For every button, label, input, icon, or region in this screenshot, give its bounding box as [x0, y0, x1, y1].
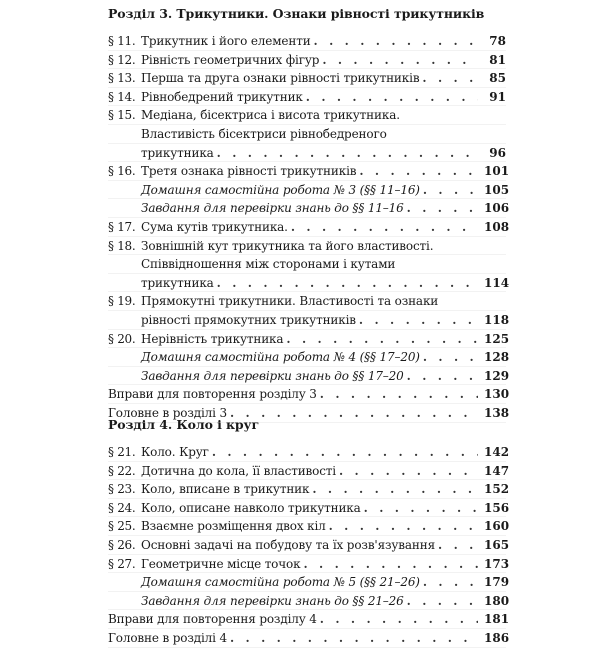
entry-title: Властивість бісектриси рівнобедреного: [141, 126, 387, 141]
entry-title: Рівність геометричних фігур: [141, 52, 320, 67]
toc-entry-line: [108, 162, 510, 181]
toc-entry[interactable]: [108, 218, 510, 237]
toc-entry-line: [108, 199, 510, 218]
toc-entry-line: [108, 311, 510, 330]
entry-title: Медіана, бісектриса і висота трикутника.: [141, 108, 400, 123]
dot-leader: [364, 499, 478, 518]
entry-title: Головне в розділі 3: [108, 406, 227, 420]
dot-leader: [306, 88, 478, 107]
dot-leader: [320, 385, 478, 404]
toc-entry-line: [108, 480, 510, 499]
entry-title: Зовнішній кут трикутника та його властивості.: [141, 238, 434, 253]
toc-entry-line: [108, 499, 510, 518]
entry-title: Домашня самостійна робота № 4 (§§ 17–20): [141, 350, 420, 365]
toc-entry-line: [108, 218, 510, 237]
toc-entry-line: [108, 51, 506, 70]
entry-title: Геометричне місце точок: [141, 556, 301, 571]
dot-leader: [423, 181, 478, 200]
entry-title: Домашня самостійна робота № 3 (§§ 11–16): [141, 182, 420, 197]
section-number: § 13.: [108, 71, 136, 86]
entry-title: Головне в розділі 4: [108, 631, 227, 645]
entry-title: трикутника: [141, 275, 214, 290]
toc-entry-line: [108, 237, 506, 256]
entry-title: трикутника: [141, 145, 214, 160]
toc-entry[interactable]: [108, 536, 510, 555]
dot-leader: [230, 404, 478, 423]
entry-title: Співвідношення між сторонами і кутами: [141, 257, 396, 272]
section-number: § 14.: [108, 89, 136, 104]
toc-entry[interactable]: [108, 367, 510, 386]
toc-entry[interactable]: [108, 517, 510, 536]
section-number: § 15.: [108, 108, 136, 123]
page-number: 165: [484, 538, 510, 552]
page-number: 180: [484, 593, 510, 608]
dot-leader: [303, 555, 478, 574]
toc-entry[interactable]: [108, 199, 510, 218]
toc-entry[interactable]: [108, 610, 510, 629]
toc-entry-line: [108, 106, 506, 125]
entry-title: рівності прямокутних трикутників: [141, 312, 356, 327]
section-number: § 24.: [108, 500, 136, 515]
page-number: 81: [489, 52, 506, 67]
page-number: 108: [484, 220, 510, 234]
page-number: 118: [484, 312, 510, 327]
entry-title: Завдання для перевірки знань до §§ 17–20: [141, 368, 404, 383]
toc-entry-line: [108, 88, 506, 107]
toc-entry-line: [108, 517, 510, 536]
toc-entry-line: [108, 573, 510, 592]
toc-entry[interactable]: [108, 499, 510, 518]
toc-entry[interactable]: [108, 162, 510, 181]
entry-title: Коло, описане навколо трикутника: [141, 500, 361, 515]
page-number: 128: [484, 350, 510, 365]
entry-title: Трикутник і його елементи: [141, 34, 311, 48]
toc-entry[interactable]: [108, 181, 510, 200]
toc-entry-line: [108, 125, 506, 144]
entry-title: Нерівність трикутника: [141, 331, 284, 346]
toc-entry[interactable]: [108, 573, 510, 592]
section-number: § 16.: [108, 164, 136, 179]
dot-leader: [407, 367, 478, 386]
toc-entry-line: [108, 274, 510, 293]
page-number: 138: [484, 406, 510, 420]
toc-entry-line: [108, 32, 506, 51]
page-number: 125: [484, 331, 510, 346]
toc-entry-line: [108, 610, 510, 629]
dot-leader: [286, 330, 478, 349]
page-number: 106: [484, 201, 510, 216]
toc-entry[interactable]: [108, 443, 510, 462]
section-number: § 27.: [108, 556, 136, 571]
dot-leader: [339, 462, 478, 481]
toc-entry-line: [108, 144, 506, 163]
toc-entry[interactable]: [108, 462, 510, 481]
entry-title: Дотична до кола, її властивості: [141, 463, 336, 478]
dot-leader: [329, 517, 478, 536]
dot-leader: [422, 69, 478, 88]
section-number: § 18.: [108, 238, 136, 253]
toc-entry[interactable]: [108, 32, 506, 51]
entry-title: Домашня самостійна робота № 5 (§§ 21–26): [141, 575, 420, 590]
section-number: § 23.: [108, 482, 136, 497]
page-number: 114: [484, 275, 510, 290]
section-number: § 12.: [108, 52, 136, 67]
page-number: 179: [484, 575, 510, 590]
section-number: § 21.: [108, 445, 136, 459]
section-number: § 17.: [108, 220, 136, 234]
toc-entry-line: [108, 385, 510, 404]
page-number: 173: [484, 556, 510, 571]
toc-entry-line: [108, 443, 510, 462]
toc-entry-line: [108, 629, 510, 648]
entry-title: Завдання для перевірки знань до §§ 21–26: [141, 593, 404, 608]
toc-entry-line: [108, 69, 506, 88]
entry-title: Взаємне розміщення двох кіл: [141, 519, 326, 534]
dot-leader: [438, 536, 478, 555]
toc-entry-line: [108, 330, 510, 349]
page-number: 105: [484, 182, 510, 197]
page-number: 160: [484, 519, 510, 534]
toc-entry-line: [108, 292, 506, 311]
toc-entry-line: [108, 536, 510, 555]
toc-entry[interactable]: [108, 237, 510, 293]
dot-leader: [407, 199, 478, 218]
entry-title: Коло, вписане в трикутник: [141, 482, 310, 497]
entry-title: Вправи для повторення розділу 3: [108, 387, 317, 402]
toc-entry-line: [108, 348, 510, 367]
dot-leader: [312, 480, 478, 499]
toc-entry[interactable]: [108, 385, 510, 404]
dot-leader: [359, 162, 478, 181]
entry-title: Третя ознака рівності трикутників: [141, 164, 357, 179]
entry-title: Перша та друга ознаки рівності трикутників: [141, 71, 420, 86]
dot-leader: [407, 592, 478, 611]
page-number: 85: [489, 71, 506, 86]
toc-entry[interactable]: [108, 480, 510, 499]
dot-leader: [217, 144, 478, 163]
dot-leader: [322, 51, 478, 70]
toc-entry[interactable]: [108, 69, 506, 88]
chapter-title: Розділ 3. Трикутники. Ознаки рівності трикутників: [108, 6, 485, 21]
toc-entry-line: [108, 592, 510, 611]
section-number: § 22.: [108, 463, 136, 478]
dot-leader: [212, 443, 478, 462]
page-number: 91: [489, 89, 506, 104]
toc-entry[interactable]: [108, 592, 510, 611]
toc-entry[interactable]: [108, 555, 510, 574]
toc-entry-line: [108, 367, 510, 386]
toc-entry[interactable]: [108, 292, 510, 329]
page-number: 152: [484, 482, 510, 497]
page-number: 96: [489, 145, 506, 160]
chapter-title: Розділ 4. Коло і круг: [108, 417, 260, 432]
toc-entry[interactable]: [108, 51, 506, 70]
page-number: 147: [484, 463, 510, 478]
page-number: 78: [489, 34, 506, 48]
page-number: 101: [484, 164, 510, 179]
toc-entry[interactable]: [108, 106, 506, 162]
dot-leader: [320, 610, 478, 629]
section-number: § 26.: [108, 538, 136, 552]
toc-entry[interactable]: [108, 348, 510, 367]
section-number: § 25.: [108, 519, 136, 534]
page-number: 130: [484, 387, 510, 402]
entry-title: Прямокутні трикутники. Властивості та ознаки: [141, 294, 439, 309]
entry-title: Рівнобедрений трикутник: [141, 89, 303, 104]
entry-title: Основні задачі на побудову та їх розв'язування: [141, 538, 436, 552]
entry-title: Коло. Круг: [141, 445, 209, 459]
dot-leader: [423, 348, 478, 367]
dot-leader: [217, 274, 478, 293]
toc-entry-line: [108, 255, 506, 274]
dot-leader: [359, 311, 478, 330]
entry-title: Вправи для повторення розділу 4: [108, 612, 317, 627]
section-number: § 19.: [108, 294, 136, 309]
entry-title: Завдання для перевірки знань до §§ 11–16: [141, 201, 404, 216]
dot-leader: [423, 573, 478, 592]
page-number: 142: [484, 445, 510, 459]
page-number: 156: [484, 500, 510, 515]
entry-title: Сума кутів трикутника.: [141, 220, 288, 234]
toc-entry[interactable]: [108, 88, 506, 107]
toc-entry[interactable]: [108, 629, 510, 648]
toc-entry[interactable]: [108, 330, 510, 349]
toc-entry-line: [108, 462, 510, 481]
toc-entry-line: [108, 555, 510, 574]
toc-entry-line: [108, 181, 510, 200]
dot-leader: [314, 32, 478, 51]
page-number: 186: [484, 631, 510, 645]
dot-leader: [230, 629, 478, 648]
section-number: § 20.: [108, 331, 136, 346]
page-number: 181: [484, 612, 510, 627]
page-number: 129: [484, 368, 510, 383]
dot-leader: [291, 218, 478, 237]
section-number: § 11.: [108, 34, 136, 48]
